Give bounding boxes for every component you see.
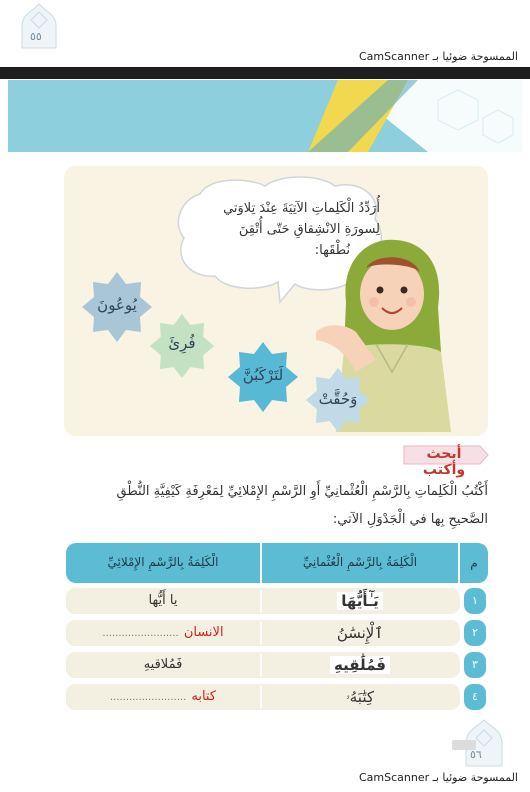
- header-num: م: [470, 556, 478, 570]
- row-number: ١: [464, 588, 486, 614]
- table-header-row: [66, 543, 488, 583]
- page-number-top: ٥٥: [30, 30, 42, 43]
- flower-word-1: يُوعُونَ: [97, 296, 137, 314]
- instruction-text: [64, 478, 488, 534]
- answer-dots: ........................: [102, 628, 179, 639]
- uthmani-cell: [262, 588, 458, 616]
- uthmani-cell: ٱلْإِنسَٰنُ: [336, 624, 384, 642]
- handwritten-answer: الانسان: [183, 625, 224, 640]
- row-number: ٤: [464, 684, 486, 710]
- flower-word-2: فُرِئَ: [168, 334, 196, 352]
- imlai-cell: [66, 620, 260, 646]
- imlai-cell: [66, 684, 260, 710]
- table-row: [66, 588, 488, 614]
- speech-line-3: نُطْقَها:: [314, 243, 350, 258]
- flower-word-4: وَحُقَّتْ: [318, 390, 358, 408]
- flower-word-3: لَتَرْكَبُنَّ: [242, 366, 284, 384]
- uthmani-cell: كِتَٰبَهُۥ: [346, 688, 374, 706]
- table-row: [66, 652, 488, 678]
- speech-line-1: أُرَدِّدُ الْكَلِماتِ الآتِيَةَ عِنْدَ تِلاوَتي: [223, 201, 380, 216]
- instruction-line-1: أَكْتُبُ الْكَلِماتِ بِالرَّسْمِ الْعُثْمانِيِّ أَوِ الرَّسْمِ الإِمْلائِيِّ لِمَعْرِفَةِ كَيْفِيَّةِ النُّطْقِ: [116, 484, 488, 499]
- header-uthmani: الْكَلِمَةُ بِالرَّسْمِ الْعُثْمانِيِّ: [302, 555, 418, 569]
- camscanner-watermark-top: الممسوحة ضوئيا بـ CamScanner: [358, 50, 518, 63]
- speech-line-2: لِسورَةِ الانْشِقاقِ حَتّى أُتْقِنَ: [238, 222, 380, 237]
- row-number: ٣: [464, 652, 486, 678]
- instruction-line-2: الصَّحيحِ بِها في الْجَدْوَلِ الآتي:: [332, 512, 488, 527]
- imlai-cell: فَمُلاقيهِ: [143, 657, 183, 672]
- row-number: ٢: [464, 620, 486, 646]
- table-row: [66, 684, 488, 710]
- header-imlai: الْكَلِمَةُ بِالرَّسْمِ الإِمْلائِيِّ: [107, 555, 219, 569]
- camscanner-watermark-bottom: الممسوحة ضوئيا بـ CamScanner: [358, 771, 518, 784]
- imlai-cell: يا أَيُّها: [148, 593, 178, 608]
- uthmani-word: فَمُلَٰقِيهِ: [330, 656, 390, 674]
- uthmani-cell: [262, 652, 458, 680]
- header-banner: [8, 80, 523, 152]
- table-row: [66, 620, 488, 646]
- answer-dots: ........................: [109, 692, 187, 703]
- section-title: أبحث وأكتب: [422, 446, 466, 478]
- handwritten-answer: كتابه: [191, 689, 217, 704]
- page-number-bottom: ٥٦: [470, 748, 482, 761]
- scan-edge-bar: [0, 67, 530, 79]
- uthmani-word: يَـٰٓأَيُّهَا: [337, 592, 383, 610]
